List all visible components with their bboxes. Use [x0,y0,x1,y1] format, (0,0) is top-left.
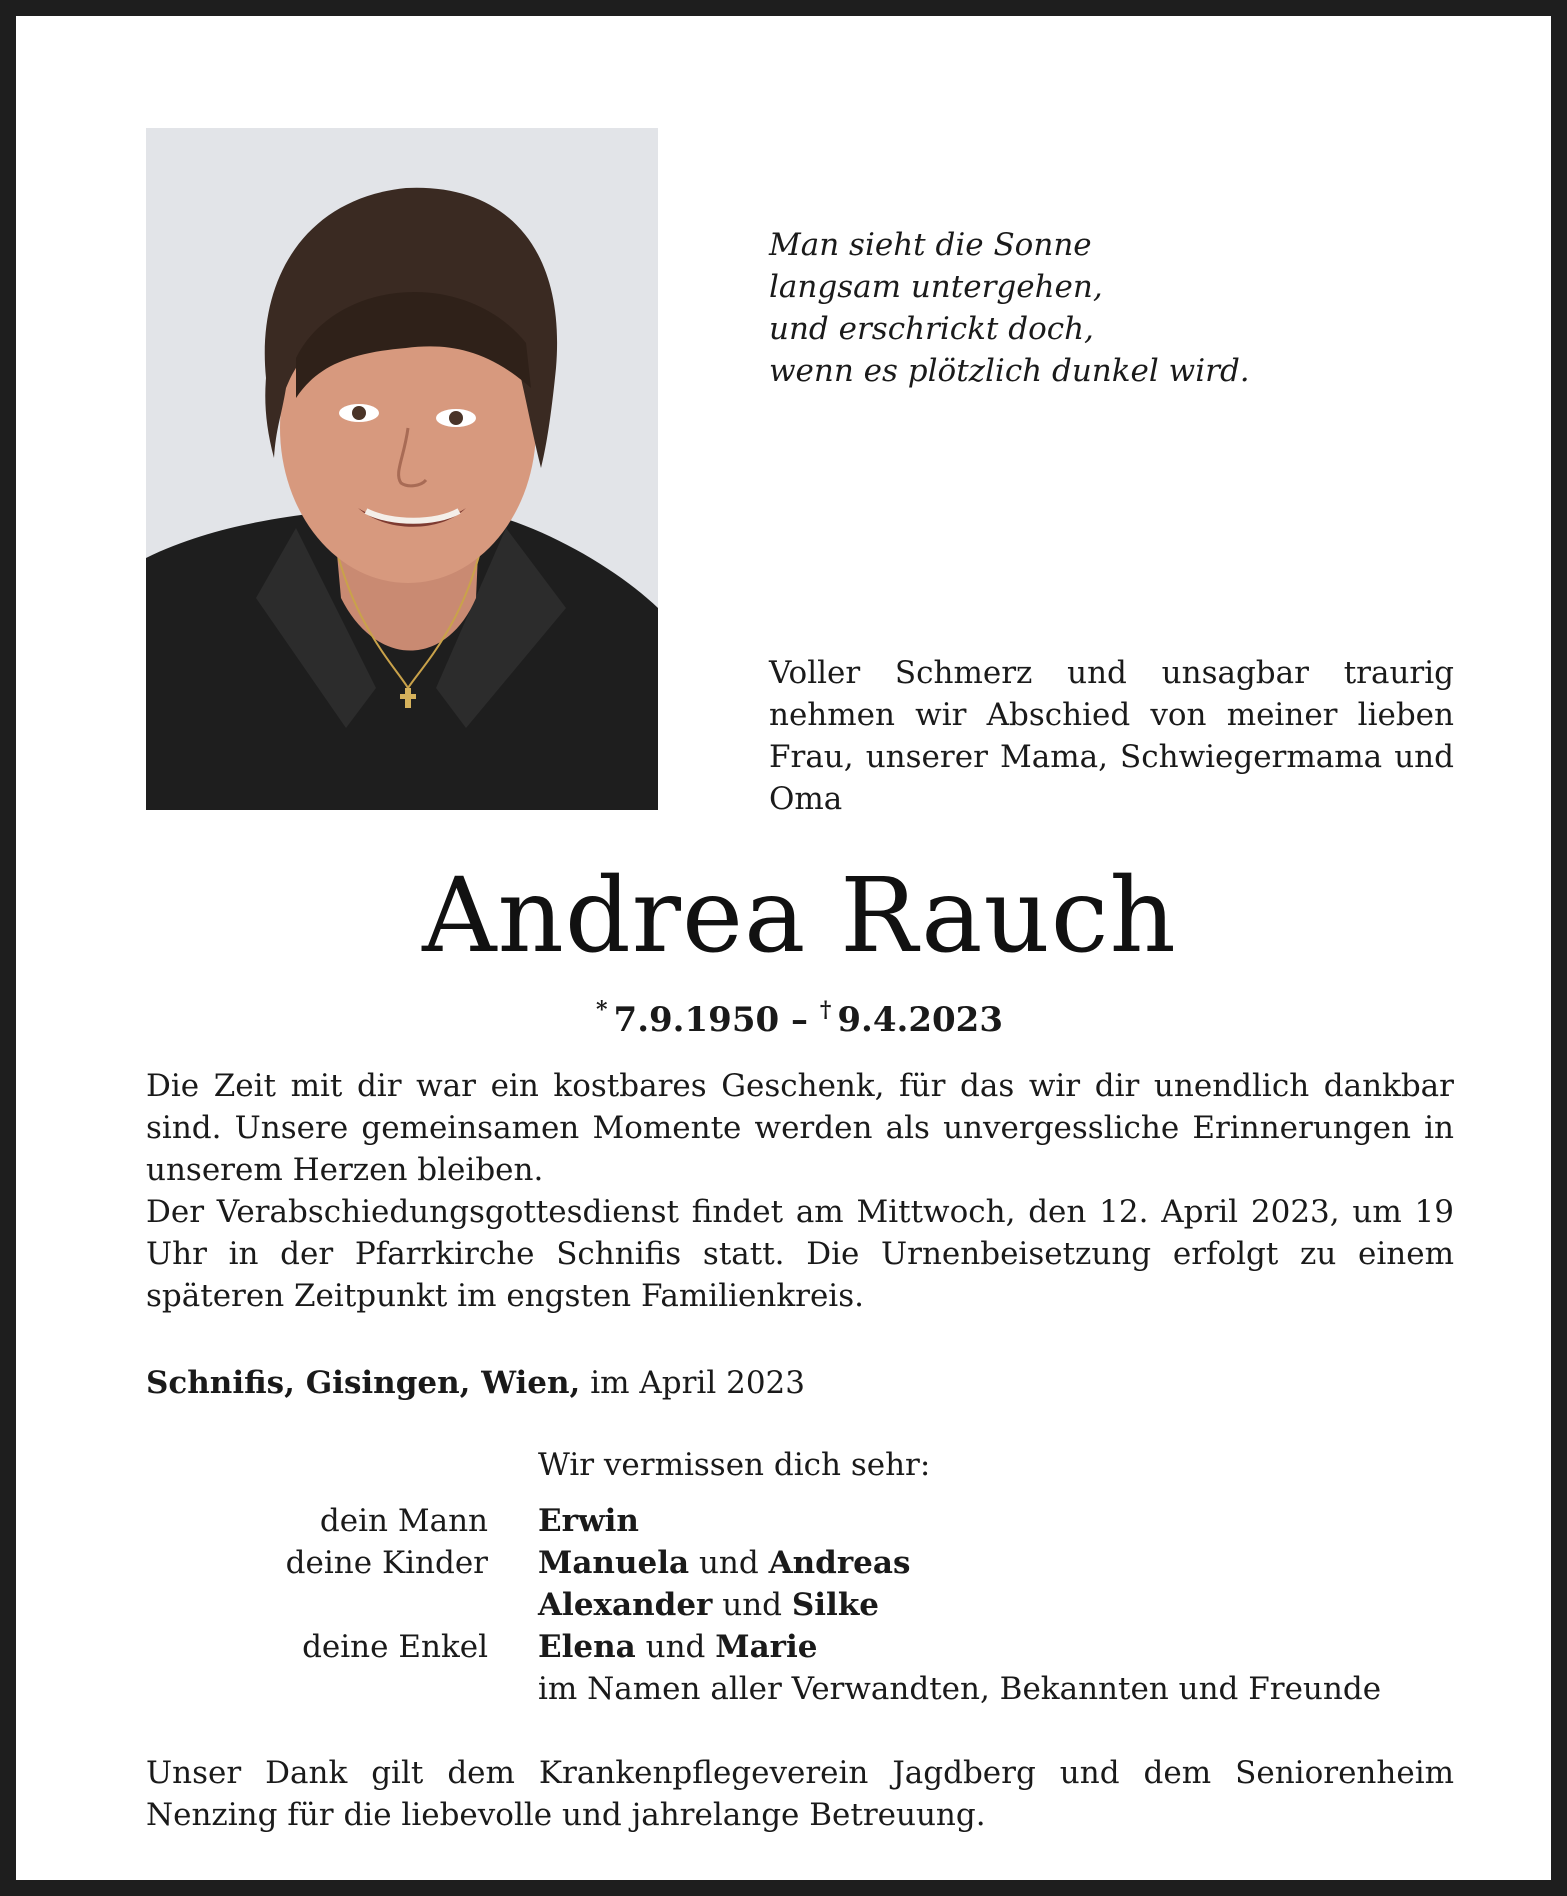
husband-label: dein Mann [319,1503,488,1539]
partner-name: Andreas [768,1545,911,1581]
memory-paragraph: Die Zeit mit dir war ein kostbares Geschenk, für das wir dir unendlich dankbar sind. Unsere gemeinsamen Momente werden als unvergessliche Erinnerungen in unserem Herzen bleiben. [146,1068,1454,1188]
husband-name: Erwin [538,1503,639,1539]
grandchildren-row [538,1626,818,1668]
poem-line: wenn es plötzlich dunkel wird. [769,353,1250,389]
children-row-2 [538,1584,879,1626]
connector: und [645,1629,706,1665]
life-dates [16,986,1567,1044]
child-name: Alexander [538,1587,713,1623]
children-row-1 [538,1542,910,1584]
date-separator: – [791,1000,808,1040]
birth-date: 7.9.1950 [613,1000,780,1040]
intro-text: Voller Schmerz und unsagbar traurig nehmen wir Abschied von meiner lieben Frau, unserer Mama, Schwiegermama und Oma [769,655,1454,817]
signoff-intro: Wir vermissen dich sehr: [538,1447,931,1483]
grandchild-name: Marie [715,1629,818,1665]
deceased-name: Andrea Rauch [422,856,1177,976]
service-paragraph: Der Verabschiedungsgottesdienst findet am Mittwoch, den 12. April 2023, um 19 Uhr in der Pfarrkirche Schnifis statt. Die Urnenbeisetzung erfolgt zu einem späteren Zeitpunkt im engsten Familienkreis. [146,1194,1454,1314]
poem-line: langsam untergehen, [769,269,1103,305]
grandchild-name: Elena [538,1629,636,1665]
connector: und [722,1587,783,1623]
husband-names [538,1500,639,1542]
grandchildren-label: deine Enkel [302,1629,488,1665]
portrait-photo [146,128,658,810]
death-date: 9.4.2023 [837,1000,1003,1040]
thanks-text: Unser Dank gilt dem Krankenpflegeverein Jagdberg und dem Seniorenheim Nenzing für die liebevolle und jahrelange Betreuung. [146,1755,1454,1833]
poem-line: und erschrickt doch, [769,311,1094,347]
place-date: im April 2023 [590,1365,805,1401]
death-symbol: † [819,997,832,1023]
poem [769,224,1469,392]
partner-name: Silke [791,1587,880,1623]
poem-line: Man sieht die Sonne [769,227,1092,263]
connector: und [698,1545,759,1581]
place-date-line [146,1362,1454,1404]
birth-symbol: * [596,997,608,1023]
body-text [146,1065,1454,1317]
closing-line: im Namen aller Verwandten, Bekannten und Freunde [538,1671,1382,1707]
child-name: Manuela [538,1545,690,1581]
places: Schnifis, Gisingen, Wien, [146,1365,581,1401]
children-label: deine Kinder [285,1545,488,1581]
